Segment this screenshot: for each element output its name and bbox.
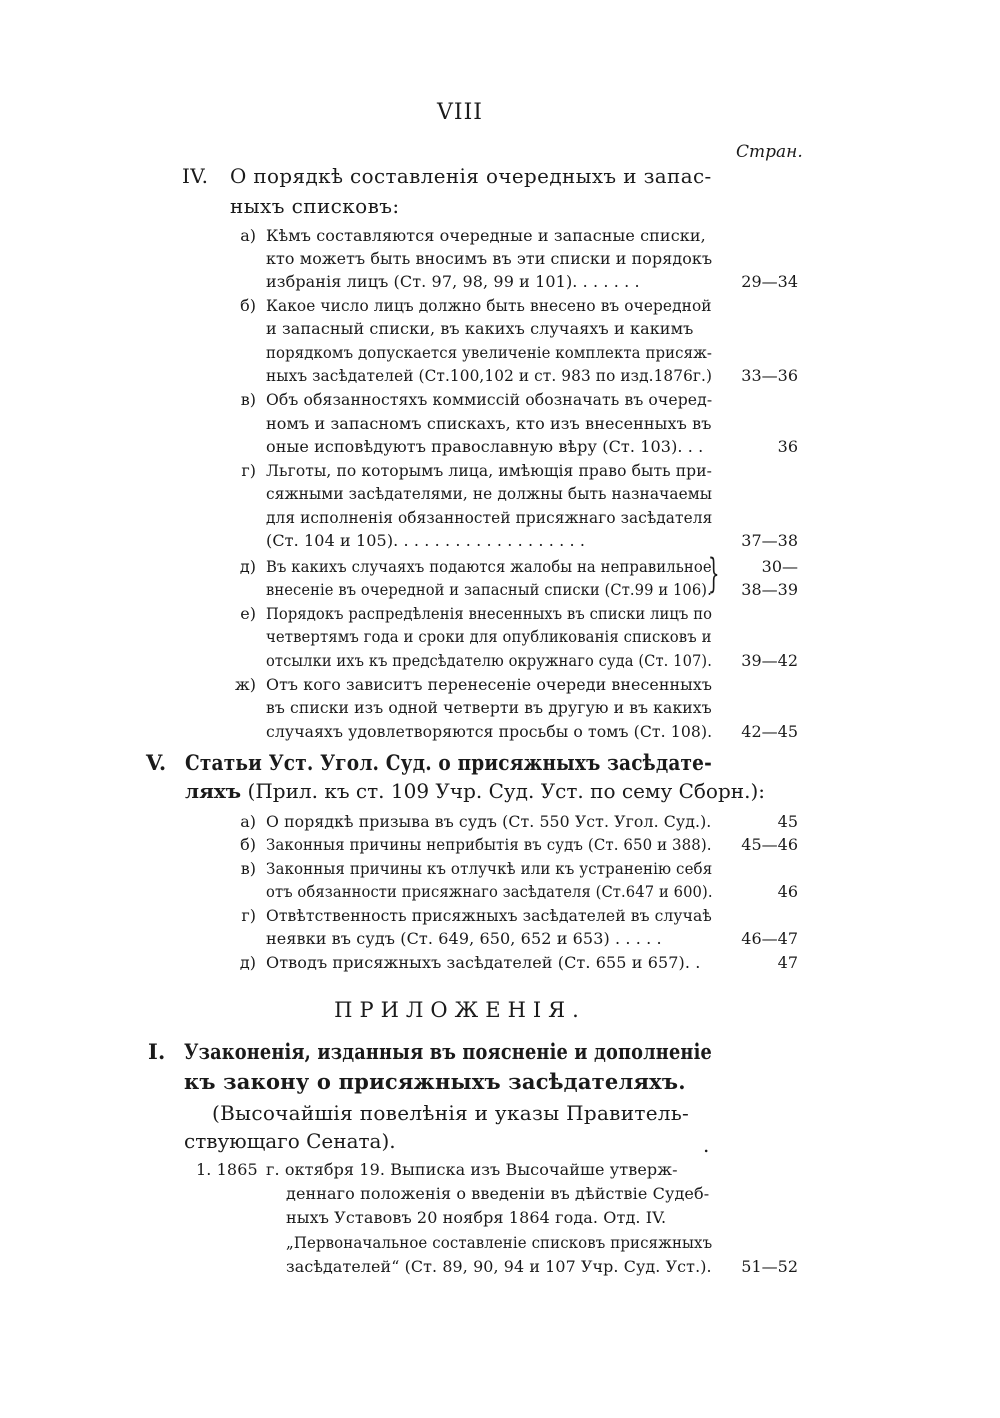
item-line: Отъ кого зависитъ перенесеніе очереди внесенныхъ xyxy=(266,675,713,694)
item-line: Объ обязанностяхъ коммиссій обозначать въ очеред- xyxy=(266,390,713,409)
page-ref: 33—36 xyxy=(741,366,798,385)
item-line: оные исповѣдуютъ православную вѣру (Ст. 103). . . xyxy=(266,437,704,456)
appendix-i-sub-line2: ствующаго Сената). xyxy=(184,1129,396,1153)
appendix-i-title-line1: Узаконенія, изданныя въ поясненіе и дополненіе xyxy=(184,1039,712,1064)
entry-line: деннаго положенія о введеніи въ дѣйствіе Судеб- xyxy=(286,1184,710,1203)
item-line: Кѣмъ составляются очередные и запасные списки, xyxy=(266,226,706,245)
section-v-title-line2 xyxy=(185,778,765,805)
appendix-i-title-line2: къ закону о присяжныхъ засѣдателяхъ. xyxy=(184,1069,686,1094)
page-ref: 37—38 xyxy=(741,531,798,550)
page-number: VIII xyxy=(437,100,483,125)
item-line: Льготы, по которымъ лица, имѣющія право быть при- xyxy=(266,461,712,480)
page-ref: 51—52 xyxy=(741,1257,798,1276)
item-line: Порядокъ распредѣленія внесенныхъ въ списки лицъ по xyxy=(266,604,713,623)
section-iv-title-line1: О порядкѣ составленія очередныхъ и запас- xyxy=(230,164,712,188)
item-line: внесеніе въ очередной и запасный списки (Ст.99 и 106). xyxy=(266,580,712,599)
page-column-header: Стран. xyxy=(736,142,803,162)
page-ref: 46 xyxy=(777,882,798,901)
item-line: избранія лицъ (Ст. 97, 98, 99 и 101). . . . . . . xyxy=(266,272,640,291)
appendix-i-sub-line1: (Высочайшія повелѣнія и указы Правитель- xyxy=(212,1101,690,1125)
entry-label: 1. 1865 xyxy=(196,1160,258,1179)
item-label: г) xyxy=(241,906,256,925)
item-line: Въ какихъ случаяхъ подаются жалобы на неправильное xyxy=(266,557,712,576)
section-iv-number: IV. xyxy=(182,164,209,188)
entry-line: г. октября 19. Выписка изъ Высочайше утверж- xyxy=(266,1160,678,1179)
item-label: в) xyxy=(240,390,256,409)
page-ref: 30— xyxy=(761,557,798,576)
brace-glyph: } xyxy=(708,551,720,597)
page-ref: 45 xyxy=(777,812,798,831)
entry-line: „Первоначальное составленіе списковъ присяжныхъ xyxy=(286,1233,713,1252)
entry-line: засѣдателей“ (Ст. 89, 90, 94 и 107 Учр. Суд. Уст.). xyxy=(286,1257,712,1276)
item-line: Законныя причины неприбытія въ судъ (Ст. 650 и 388). xyxy=(266,835,712,854)
page-ref: 46—47 xyxy=(741,929,798,948)
item-label: г) xyxy=(241,461,256,480)
item-label: е) xyxy=(240,604,256,623)
appendix-heading: ПРИЛОЖЕНІЯ. xyxy=(334,998,586,1022)
page-ref: 42—45 xyxy=(741,722,798,741)
section-v-title-line1: Статьи Уст. Угол. Суд. о присяжныхъ засѣдате- xyxy=(185,750,712,775)
item-label: д) xyxy=(239,953,256,972)
item-line: для исполненія обязанностей присяжнаго засѣдателя xyxy=(266,508,713,527)
item-line: въ списки изъ одной четверти въ другую и въ какихъ xyxy=(266,698,712,717)
item-line: неявки въ судъ (Ст. 649, 650, 652 и 653) . . . . . xyxy=(266,929,662,948)
item-line: и запасный списки, въ какихъ случаяхъ и какимъ xyxy=(266,319,694,338)
item-line: ныхъ засѣдателей (Ст.100,102 и ст. 983 по изд.1876г.) xyxy=(266,366,713,385)
item-label: б) xyxy=(240,835,256,854)
item-line: четвертямъ года и сроки для опубликованія списковъ и xyxy=(266,627,712,646)
item-line: О порядкѣ призыва въ судъ (Ст. 550 Уст. Угол. Суд.). xyxy=(266,812,712,831)
appendix-i-number: I. xyxy=(148,1039,166,1064)
item-line: порядкомъ допускается увеличеніе комплекта присяж- xyxy=(266,343,713,362)
item-label: а) xyxy=(240,812,256,831)
page-ref: 29—34 xyxy=(741,272,798,291)
section-v-number: V. xyxy=(146,750,167,775)
item-line: кто можетъ быть вносимъ въ эти списки и порядокъ xyxy=(266,249,713,268)
page-ref: 36 xyxy=(777,437,798,456)
section-v-title-rest: (Прил. къ ст. 109 Учр. Суд. Уст. по сему Сборн.): xyxy=(247,779,765,803)
item-line: номъ и запасномъ спискахъ, кто изъ внесенныхъ въ xyxy=(266,414,712,433)
item-line: отъ обязанности присяжнаго засѣдателя (Ст.647 и 600). xyxy=(266,882,713,901)
item-label: ж) xyxy=(235,675,256,694)
item-line: случаяхъ удовлетворяются просьбы о томъ (Ст. 108). xyxy=(266,722,713,741)
item-label: д) xyxy=(239,557,256,576)
item-label: а) xyxy=(240,226,256,245)
page-ref: 45—46 xyxy=(741,835,798,854)
item-line: (Ст. 104 и 105). . . . . . . . . . . . . . . . . . . xyxy=(266,531,586,550)
item-line: Какое число лицъ должно быть внесено въ очередной xyxy=(266,296,712,315)
item-line: Отвѣтственность присяжныхъ засѣдателей въ случаѣ xyxy=(266,906,712,925)
item-line: Законныя причины къ отлучкѣ или къ устраненію себя xyxy=(266,859,713,878)
item-line: Отводъ присяжныхъ засѣдателей (Ст. 655 и 657). . xyxy=(266,953,701,972)
section-v-title-bold: ляхъ xyxy=(185,779,242,803)
item-line: сяжными засѣдателями, не должны быть назначаемы xyxy=(266,484,713,503)
item-label: в) xyxy=(240,859,256,878)
section-iv-title-line2: ныхъ списковъ: xyxy=(230,194,400,218)
entry-line: ныхъ Уставовъ 20 ноября 1864 года. Отд. IV. xyxy=(286,1208,667,1227)
page-ref: 38—39 xyxy=(741,580,798,599)
item-line: отсылки ихъ къ предсѣдателю окружнаго суда (Ст. 107). xyxy=(266,651,712,670)
stray-dot: . xyxy=(703,1133,710,1157)
page-ref: 47 xyxy=(777,953,798,972)
page-ref: 39—42 xyxy=(741,651,798,670)
item-label: б) xyxy=(240,296,256,315)
